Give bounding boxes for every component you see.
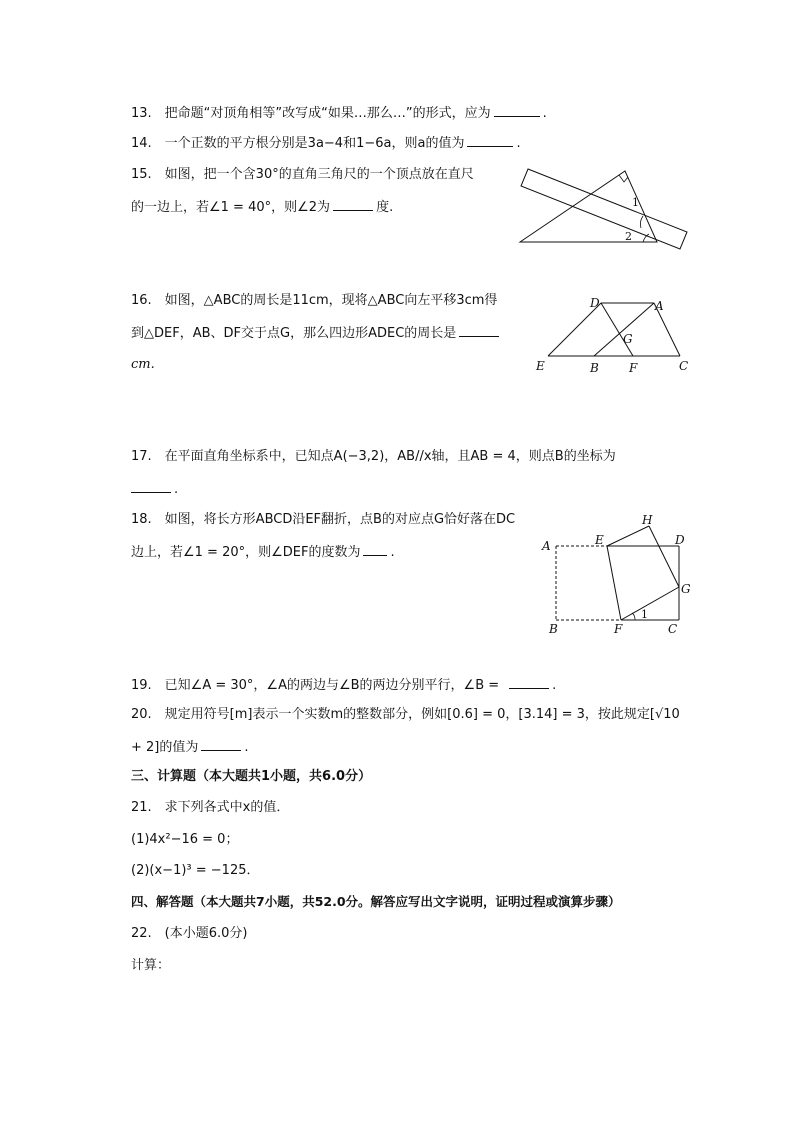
q15-line2b: 度. bbox=[376, 200, 394, 215]
question-20-line1: 20. 规定用符号[m]表示一个实数m的整数部分，例如[0.6] = 0，[3.14] = 3，按此规定[√10 bbox=[131, 707, 680, 722]
right-angle-mark bbox=[619, 175, 628, 182]
q20-end: . bbox=[244, 740, 249, 755]
label-G: G bbox=[681, 582, 691, 596]
question-22-title: 22. (本小题6.0分) bbox=[131, 926, 248, 941]
question-21-part2: (2)(x−1)³ = −125． bbox=[131, 863, 260, 878]
section-4-title: 四、解答题（本大题共7小题，共52.0分。解答应写出文字说明，证明过程或演算步骤） bbox=[131, 894, 621, 909]
label-F: F bbox=[614, 622, 623, 636]
question-15-line1: 15. 如图，把一个含30°的直角三角尺的一个顶点放在直尺 bbox=[131, 167, 474, 182]
question-13 bbox=[131, 104, 547, 123]
label-D: D bbox=[590, 296, 600, 310]
label-G: G bbox=[623, 332, 633, 346]
answer-blank bbox=[509, 676, 549, 689]
question-14 bbox=[131, 134, 521, 153]
label-B: B bbox=[549, 622, 558, 636]
answer-blank bbox=[201, 738, 241, 751]
question-21-title: 21. 求下列各式中x的值． bbox=[131, 800, 290, 815]
question-22-sub: 计算： bbox=[131, 958, 171, 973]
section-3-title: 三、计算题（本大题共1小题，共6.0分） bbox=[131, 769, 372, 784]
question-20-line2 bbox=[131, 738, 249, 757]
label-A: A bbox=[542, 539, 551, 553]
q18-end: . bbox=[390, 545, 395, 560]
question-16-line2 bbox=[131, 324, 502, 343]
answer-blank bbox=[333, 198, 373, 211]
answer-blank bbox=[363, 543, 387, 556]
label-F: F bbox=[629, 361, 638, 375]
question-21-part1: (1)4x²−16 = 0； bbox=[131, 832, 239, 847]
q16-figure bbox=[530, 293, 695, 375]
angle-1-arc bbox=[640, 216, 643, 228]
q14-text: 14. 一个正数的平方根分别是3a−4和1−6a，则a的值为 bbox=[131, 136, 465, 151]
answer-blank bbox=[494, 104, 540, 117]
answer-blank bbox=[459, 324, 499, 337]
question-17-line2 bbox=[131, 480, 178, 499]
answer-blank bbox=[131, 480, 171, 493]
question-15-line2 bbox=[131, 198, 393, 217]
label-1: 1 bbox=[641, 608, 648, 621]
q19-text: 19. 已知∠A = 30°，∠A的两边与∠B的两边分别平行，∠B = bbox=[131, 678, 500, 693]
q20-line2a: + 2]的值为 bbox=[131, 740, 199, 755]
label-C: C bbox=[668, 622, 678, 636]
label-E: E bbox=[595, 533, 604, 547]
q13-end: . bbox=[542, 106, 547, 121]
q15-figure bbox=[515, 166, 690, 256]
label-2: 2 bbox=[625, 230, 632, 243]
question-17-line1: 17. 在平面直角坐标系中，已知点A(−3,2)，AB//x轴，且AB = 4，则点B的坐标为 bbox=[131, 449, 616, 464]
label-A: A bbox=[655, 299, 664, 313]
label-B: B bbox=[590, 361, 599, 375]
label-D: D bbox=[675, 533, 685, 547]
q18-line2a: 边上，若∠1 = 20°，则∠DEF的度数为 bbox=[131, 545, 361, 560]
question-18-line2 bbox=[131, 543, 395, 562]
answer-blank bbox=[467, 134, 513, 147]
q16-line2: 到△DEF，AB、DF交于点G，那么四边形ADEC的周长是 bbox=[131, 326, 457, 341]
q18-figure bbox=[538, 512, 698, 640]
q19-end: . bbox=[552, 678, 557, 693]
label-H: H bbox=[642, 513, 653, 527]
label-C: C bbox=[679, 359, 689, 373]
label-1: 1 bbox=[632, 196, 639, 209]
straight-ruler bbox=[521, 169, 687, 249]
question-19 bbox=[131, 676, 556, 695]
label-E: E bbox=[536, 359, 545, 373]
question-16-line3: cm. bbox=[131, 357, 155, 372]
q17-end: . bbox=[174, 482, 179, 497]
question-18-line1: 18. 如图，将长方形ABCD沿EF翻折，点B的对应点G恰好落在DC bbox=[131, 512, 516, 527]
q14-end: . bbox=[516, 136, 521, 151]
q13-text: 13. 把命题“对顶角相等”改写成“如果…那么…”的形式，应为 bbox=[131, 106, 491, 121]
question-16-line1: 16. 如图，△ABC的周长是11cm，现将△ABC向左平移3cm得 bbox=[131, 293, 498, 308]
q15-line2a: 的一边上，若∠1 = 40°，则∠2为 bbox=[131, 200, 331, 215]
